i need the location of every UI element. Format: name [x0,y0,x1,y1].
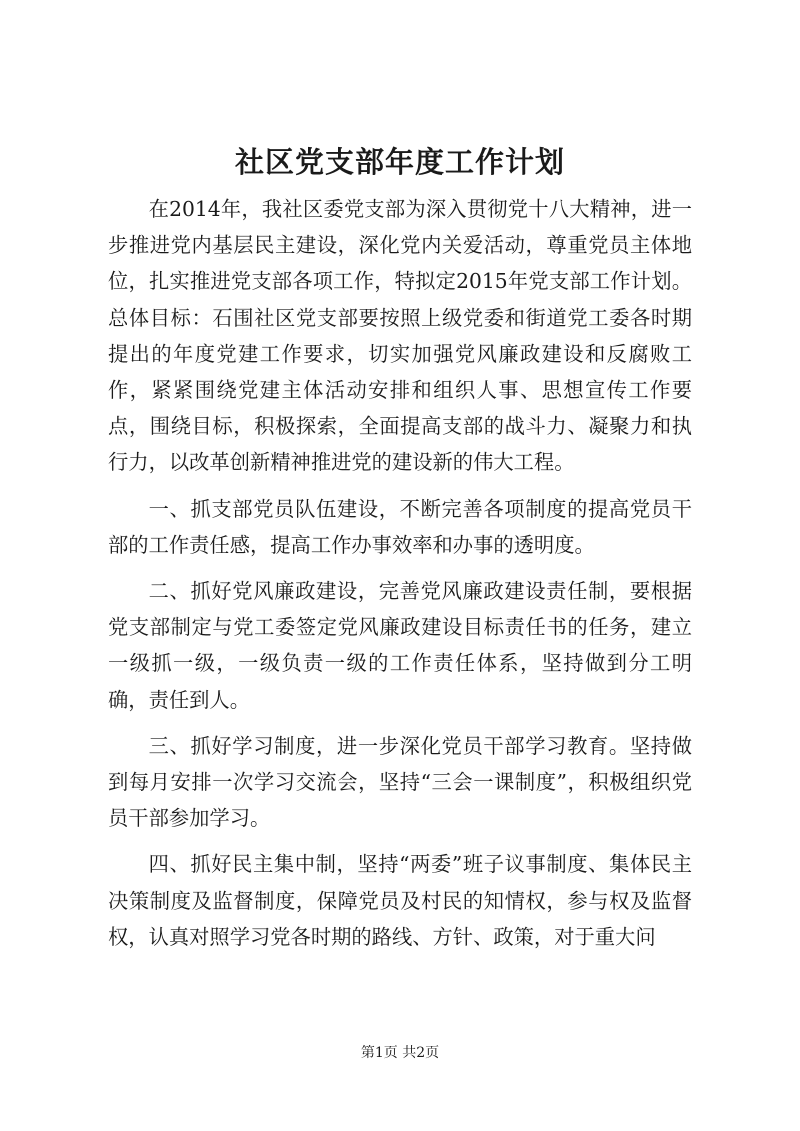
paragraph-item-2: 二、抓好党风廉政建设，完善党风廉政建设责任制，要根据党支部制定与党工委签定党风廉政建设目标责任书的任务，建立一级抓一级，一级负责一级的工作责任体系，坚持做到分工明确，责任到人。 [108,579,692,712]
page-footer [0,1043,800,1063]
paragraph-item-3: 三、抓好学习制度，进一步深化党员干部学习教育。坚持做到每月安排一次学习交流会，坚持“三会一课制度”，积极组织党员干部参加学习。 [108,733,692,831]
page-indicator: 第1页 共2页 [360,1045,440,1061]
document-body [108,191,692,965]
document-title: 社区党支部年度工作计划 [234,145,565,179]
paragraph-item-1: 一、抓支部党员队伍建设，不断完善各项制度的提高党员干部的工作责任感，提高工作办事效率和办事的透明度。 [108,496,692,557]
paragraph-item-4: 四、抓好民主集中制，坚持“两委”班子议事制度、集体民主决策制度及监督制度，保障党员及村民的知情权，参与权及监督权，认真对照学习党各时期的路线、方针、政策，对于重大问 [108,852,692,949]
paragraph-intro: 在2014年，我社区委党支部为深入贯彻党十八大精神，进一步推进党内基层民主建设，深化党内关爱活动，尊重党员主体地位，扎实推进党支部各项工作，特拟定2015年党支部工作计划。总体目标：石围社区党支部要按照上级党委和街道党工委各时期提出的年度党建工作要求，切实加强党风廉政建设和反腐败工作，紧紧围绕党建主体活动安排和组织人事、思想宣传工作要点，围绕目标，积极探索，全面提高支部的战斗力、凝聚力和执行力，以改革创新精神推进党的建设新的伟大工程。 [108,197,692,475]
